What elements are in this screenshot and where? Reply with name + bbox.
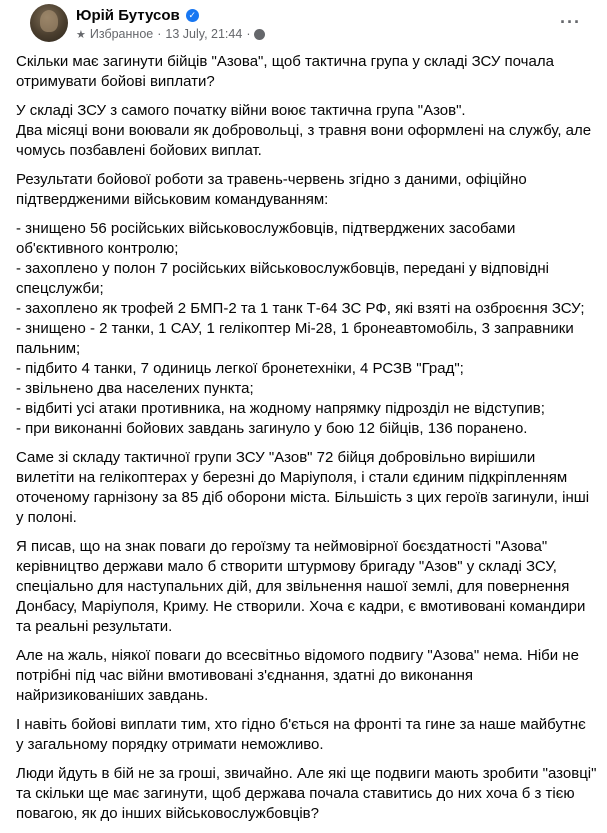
results-list [16,219,597,439]
meta-separator: · [246,27,251,41]
list-item: - підбито 4 танки, 7 одиниць легкої бронетехніки, 4 РСЗВ "Град"; [16,360,464,377]
post-line: Два місяці вони воювали як добровольці, з травня вони оформлені на службу, але чомусь позбавлені бойових виплат. [16,122,592,159]
post-paragraph [16,101,597,161]
favorites-label: Избранное [89,27,154,41]
post-meta [76,27,265,41]
post-paragraph: Люди йдуть в бій не за гроші, звичайно. Але які ще подвиги мають зробити "азовці" та скільки ще має загинути, щоб держава почала ставитись до них хоча б з тією повагою, як до інших військовослужбовців? [16,765,597,822]
post-paragraph: Я писав, що на знак поваги до героїзму та неймовірної боєздатності "Азова" керівництво держави мало б створити штурмову бригаду "Азов" у складі ЗСУ, спеціально для наступальних дій, для звільнення нашої землі, для повернення Донбасу, Маріуполя, Криму. Не створили. Хоча є кадри, є вмотивовані командири та реальні результати. [16,538,586,635]
list-item: - знищено 56 російських військовослужбовців, підтверджених засобами об'єктивного контролю; [16,220,516,257]
star-icon: ★ [76,28,86,41]
more-options-icon[interactable]: ··· [560,12,581,32]
post-body [16,52,597,833]
globe-icon [254,29,265,40]
meta-separator: · [157,27,162,41]
post-paragraph: Саме зі складу тактичної групи ЗСУ "Азов" 72 бійця добровільно вирішили вилетіти на гелікоптерах у березні до Маріуполя, і стали єдиним підкріпленням оточеному гарнізону за 85 діб оборони міста. Більшість з цих героїв загинули, інші у полоні. [16,449,590,526]
author-avatar[interactable] [30,4,68,42]
post-paragraph: І навіть бойові виплати тим, хто гідно б'ється на фронті та гине за наше майбутнє у загальному порядку отримати неможливо. [16,716,586,753]
list-item: - захоплено як трофей 2 БМП-2 та 1 танк Т-64 ЗС РФ, які взяті на озброєння ЗСУ; [16,300,585,317]
post-paragraph: Скільки має загинути бійців "Азова", щоб тактична група у складі ЗСУ почала отримувати бойові виплати? [16,53,554,90]
post-paragraph: Але на жаль, ніякої поваги до всесвітньо відомого подвигу "Азова" нема. Ніби не потрібні під час війни вмотивовані з'єднання, здатні до виконання найризикованіших завдань. [16,647,579,704]
list-item: - знищено - 2 танки, 1 САУ, 1 гелікоптер Мі-28, 1 бронеавтомобіль, 3 заправники пальним; [16,320,574,357]
post-header [16,0,593,52]
verified-badge-icon: ✓ [186,9,199,22]
author-name[interactable]: Юрій Бутусов [76,7,180,24]
post-line: У складі ЗСУ з самого початку війни воює тактична група "Азов". [16,102,466,119]
post-timestamp[interactable]: 13 July, 21:44 [165,27,243,41]
list-item: - захоплено у полон 7 російських військовослужбовців, передані у відповідні спецслужби; [16,260,549,297]
post-paragraph: Результати бойової роботи за травень-червень згідно з даними, офіційно підтвердженими військовим командуванням: [16,171,527,208]
list-item: - звільнено два населених пункта; [16,380,254,397]
list-item: - при виконанні бойових завдань загинуло у бою 12 бійців, 136 поранено. [16,420,528,437]
author-row [76,7,199,24]
list-item: - відбиті усі атаки противника, на жодному напрямку підрозділ не відступив; [16,400,545,417]
